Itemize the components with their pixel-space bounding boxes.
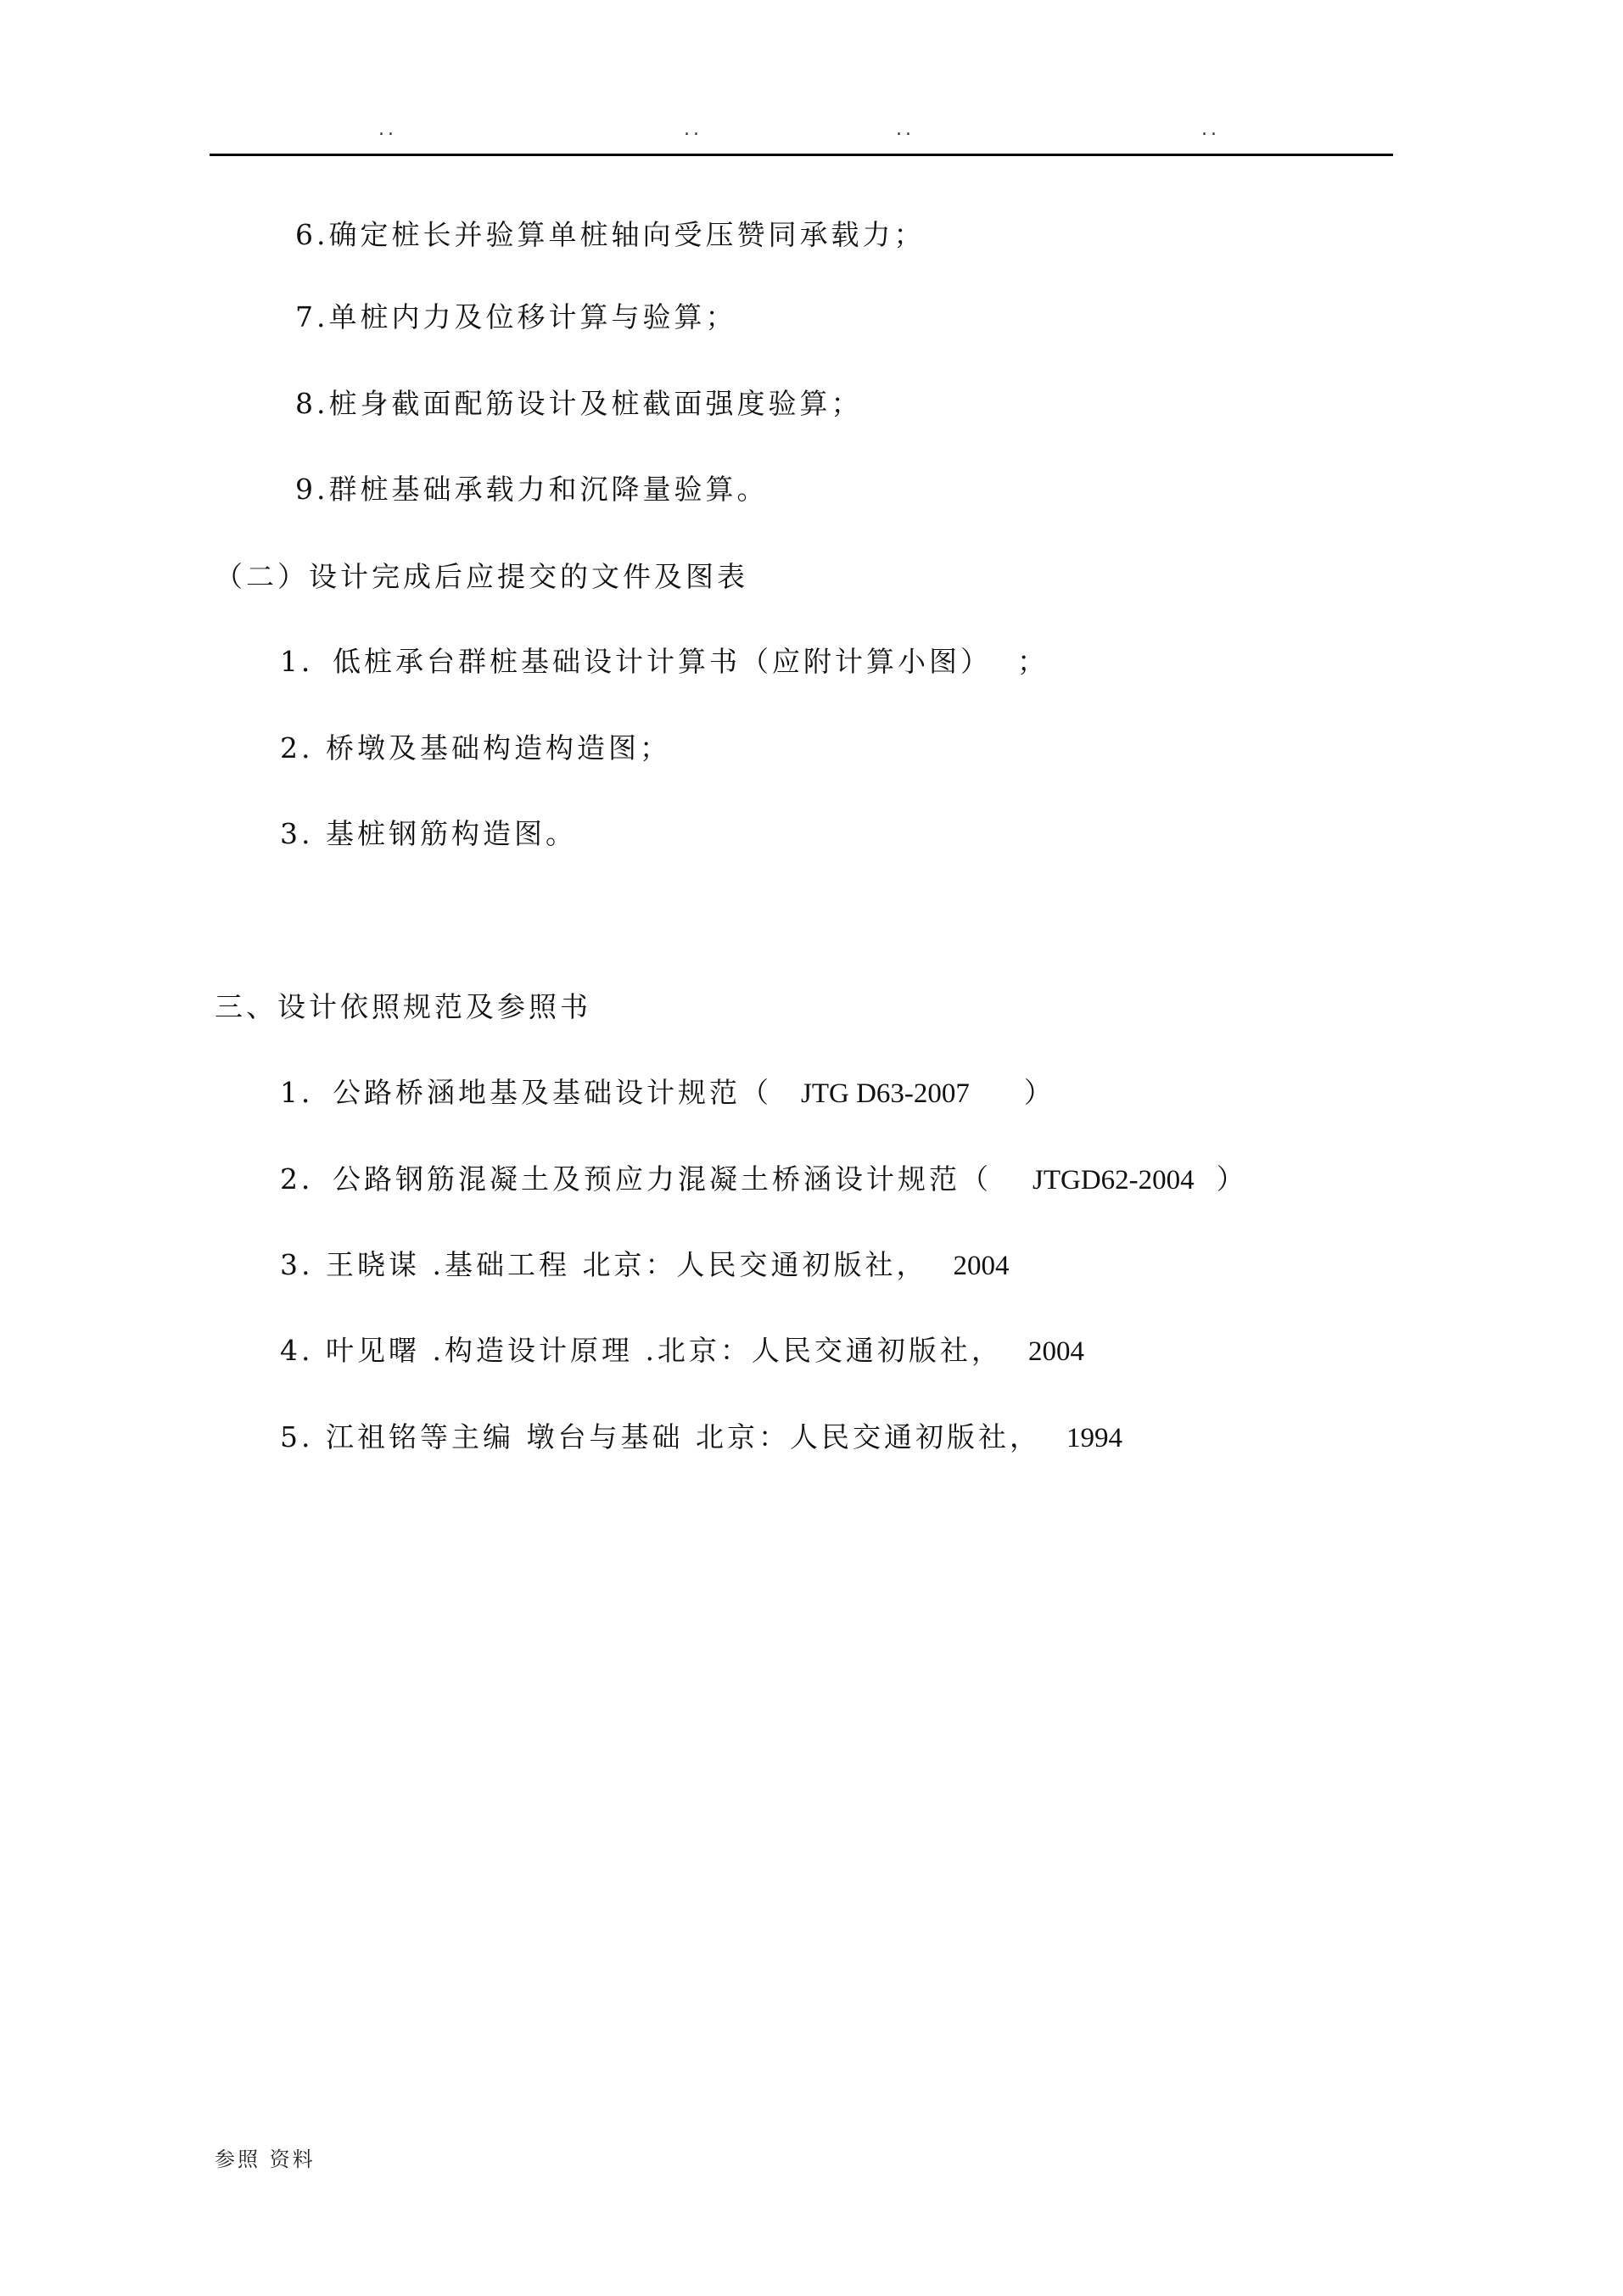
reference-item-2 <box>280 1162 1248 1197</box>
reference-item-1-tail: ） <box>1023 1076 1055 1109</box>
reference-item-5 <box>280 1420 1122 1455</box>
deliverable-item-2: 2. 桥墩及基础构造构造图； <box>280 731 671 764</box>
reference-item-3-year: 2004 <box>953 1251 1010 1281</box>
deliverables-heading: （二）设计完成后应提交的文件及图表 <box>215 560 748 593</box>
reference-item-5-text: 5. 江祖铭等主编 墩台与基础 北京：人民交通初版社， <box>280 1420 1041 1453</box>
header-dots-2: .. <box>684 119 702 140</box>
header-dots-4: .. <box>1201 119 1220 140</box>
reference-item-2-text: 2．公路钢筋混凝土及预应力混凝土桥涵设计规范（ <box>280 1162 992 1196</box>
reference-item-4-year: 2004 <box>1027 1336 1084 1367</box>
deliverable-item-1-tail: ； <box>1017 645 1049 678</box>
reference-item-2-tail: ） <box>1216 1162 1248 1196</box>
step-item-7: 7.单桩内力及位移计算与验算； <box>295 300 737 333</box>
reference-item-2-code: JTGD62-2004 <box>1033 1165 1195 1196</box>
step-item-9: 9.群桩基础承载力和沉降量验算。 <box>295 473 769 506</box>
reference-item-4-text: 4. 叶见曙 .构造设计原理 .北京：人民交通初版社， <box>280 1334 1003 1367</box>
reference-item-4 <box>280 1334 1084 1369</box>
deliverable-item-1 <box>280 645 1049 679</box>
reference-item-5-year: 1994 <box>1066 1423 1122 1453</box>
deliverable-item-3: 3. 基桩钢筋构造图。 <box>280 817 577 850</box>
reference-item-3-text: 3. 王晓谋 .基础工程 北京：人民交通初版社， <box>280 1248 928 1281</box>
references-heading: 三、设计依照规范及参照书 <box>215 990 591 1023</box>
step-item-8: 8.桩身截面配筋设计及桩截面强度验算； <box>295 387 863 420</box>
deliverable-item-1-text: 1．低桩承台群桩基础设计计算书（应附计算小图） <box>280 645 992 678</box>
step-item-6: 6.确定桩长并验算单桩轴向受压赞同承载力； <box>295 218 926 251</box>
header-rule <box>210 154 1393 156</box>
header-dots-3: .. <box>896 119 915 140</box>
header-dots-1: .. <box>378 119 397 140</box>
footer-note: 参照 资料 <box>215 2148 316 2171</box>
reference-item-3 <box>280 1248 1009 1283</box>
reference-item-1 <box>280 1076 1055 1111</box>
reference-item-1-code: JTG D63-2007 <box>801 1078 970 1109</box>
reference-item-1-text: 1．公路桥涵地基及基础设计规范（ <box>280 1076 772 1109</box>
